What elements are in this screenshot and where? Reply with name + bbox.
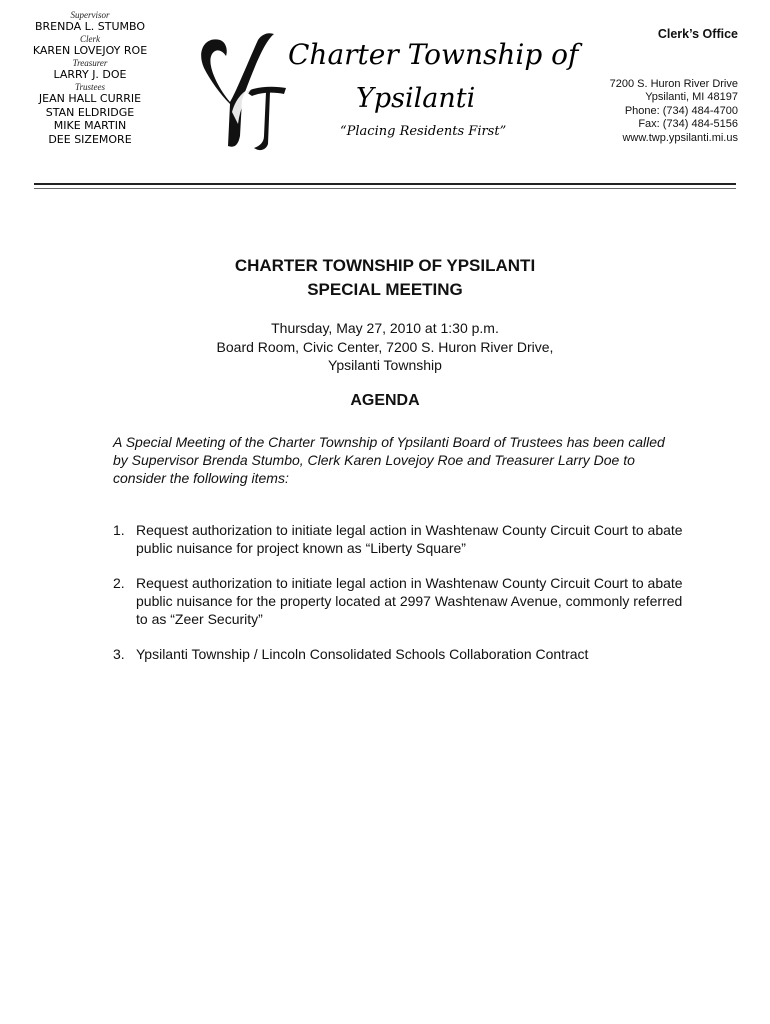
meeting-place: Ypsilanti Township bbox=[328, 357, 442, 373]
document-title bbox=[0, 254, 770, 302]
clerk-address-line: 7200 S. Huron River Drive bbox=[609, 77, 738, 90]
officer-name: STAN ELDRIDGE bbox=[45, 105, 135, 119]
agenda-item-text: Ypsilanti Township / Lincoln Consolidated Schools Collaboration Contract bbox=[136, 646, 589, 662]
agenda-heading: AGENDA bbox=[350, 392, 420, 409]
clerk-website: www.twp.ypsilanti.mi.us bbox=[622, 131, 738, 144]
clerk-office-heading: Clerk’s Office bbox=[657, 27, 738, 41]
officer-name: KAREN LOVEJOY ROE bbox=[32, 44, 148, 57]
officer-role: Clerk bbox=[80, 34, 100, 44]
agenda-item bbox=[113, 645, 693, 663]
clerk-fax: Fax: (734) 484-5156 bbox=[638, 118, 738, 130]
header-divider bbox=[34, 183, 736, 185]
header-divider-thin bbox=[34, 188, 736, 189]
agenda-item-number: 2. bbox=[113, 575, 125, 591]
logo-title: Charter Township of bbox=[288, 38, 579, 71]
agenda-item-number: 1. bbox=[113, 522, 125, 538]
meeting-details bbox=[0, 319, 770, 375]
meeting-location: Board Room, Civic Center, 7200 S. Huron River Drive, bbox=[216, 338, 554, 355]
agenda-item-number: 3. bbox=[113, 646, 125, 662]
title-line: SPECIAL MEETING bbox=[307, 280, 463, 299]
officer-name: DEE SIZEMORE bbox=[48, 132, 132, 146]
agenda-item-text: Request authorization to initiate legal action in Washtenaw County Circuit Court to abate public nuisance for project known as “Liberty Square” bbox=[136, 522, 683, 556]
agenda-intro: A Special Meeting of the Charter Township of Ypsilanti Board of Trustees has been called by Supervisor Brenda Stumbo, Clerk Karen Lovejoy Roe and Treasurer Larry Doe to consider the following items: bbox=[113, 434, 665, 486]
meeting-date: Thursday, May 27, 2010 at 1:30 p.m. bbox=[271, 320, 499, 336]
logo-tagline: “Placing Residents First” bbox=[340, 124, 507, 139]
officer-name: BRENDA L. STUMBO bbox=[34, 20, 146, 33]
clerk-office-block bbox=[610, 28, 738, 145]
officer-name: JEAN HALL CURRIE bbox=[38, 92, 142, 105]
officer-role: Treasurer bbox=[72, 58, 108, 68]
officer-role: Supervisor bbox=[70, 10, 110, 20]
logo-subtitle: Ypsilanti bbox=[356, 83, 476, 114]
clerk-address-line: Ypsilanti, MI 48197 bbox=[645, 91, 738, 103]
officer-name: LARRY J. DOE bbox=[53, 68, 127, 81]
officer-name: MIKE MARTIN bbox=[53, 119, 127, 132]
officers-list bbox=[20, 10, 160, 146]
township-logo bbox=[196, 28, 579, 153]
agenda-item bbox=[113, 574, 693, 628]
agenda-item-text: Request authorization to initiate legal action in Washtenaw County Circuit Court to abate public nuisance for the property located at 2997 Washtenaw Avenue, commonly referred to as “Zeer Security” bbox=[136, 575, 683, 627]
agenda-items bbox=[113, 521, 693, 680]
title-line: CHARTER TOWNSHIP OF YPSILANTI bbox=[234, 256, 536, 275]
clerk-phone: Phone: (734) 484-4700 bbox=[624, 104, 738, 117]
officer-role: Trustees bbox=[74, 82, 105, 92]
agenda-item bbox=[113, 521, 693, 557]
